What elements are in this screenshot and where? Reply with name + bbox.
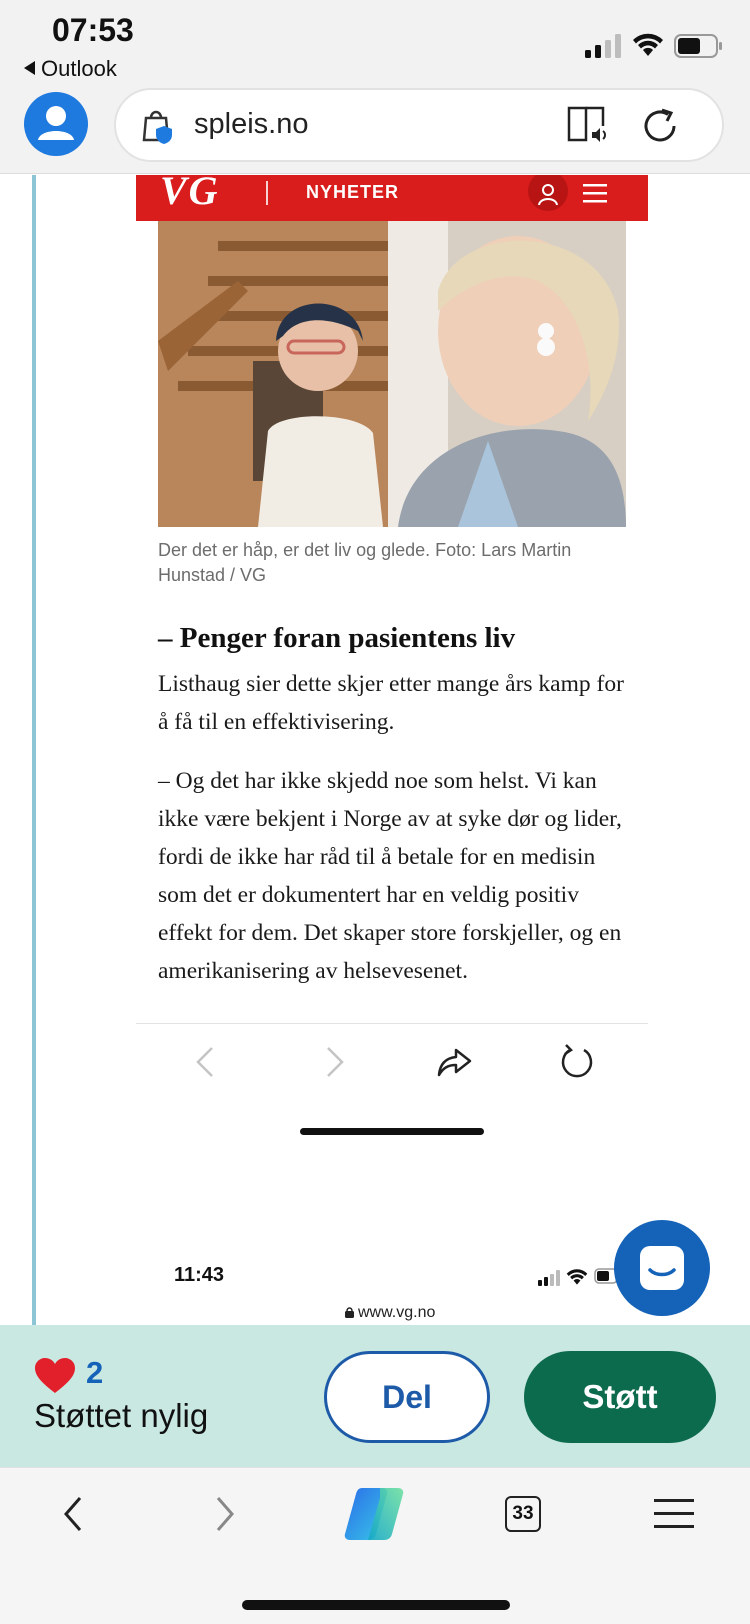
article-paragraph-1: Listhaug sier dette skjer etter mange års kamp for å få til en effektivisering.	[158, 671, 624, 735]
inner-reload-icon	[556, 1042, 596, 1082]
recent-support-text: Støttet nylig	[34, 1397, 209, 1434]
inner-share-icon	[434, 1042, 474, 1082]
back-app-label: Outlook	[41, 56, 117, 81]
article-photo	[158, 221, 626, 527]
lock-icon	[344, 1306, 355, 1319]
inner-wifi-icon	[566, 1268, 588, 1286]
reader-mode-icon[interactable]	[566, 104, 610, 146]
reload-icon[interactable]	[640, 106, 680, 146]
photo-illustration	[158, 221, 626, 527]
menu-icon[interactable]	[582, 181, 608, 205]
vg-header	[136, 175, 648, 221]
back-triangle-icon	[24, 61, 35, 75]
section-label[interactable]: NYHETER	[306, 182, 400, 202]
profile-avatar[interactable]	[24, 92, 88, 156]
battery-icon	[674, 34, 724, 58]
url-field[interactable]	[114, 88, 724, 162]
status-time: 07:53	[52, 12, 134, 48]
url-text: spleis.no	[194, 108, 309, 140]
inner-signal-icon	[538, 1270, 562, 1286]
forward-icon[interactable]	[206, 1494, 242, 1534]
article-subheading: – Penger foran pasientens liv	[158, 622, 516, 654]
chat-icon	[614, 1220, 710, 1316]
quote-rule	[32, 175, 36, 1325]
person-icon	[24, 92, 88, 156]
user-icon	[528, 175, 568, 211]
back-to-app-link[interactable]	[24, 56, 117, 82]
hamburger-menu-icon[interactable]	[654, 1496, 694, 1532]
support-button[interactable]: Støtt	[524, 1351, 716, 1443]
inner-forward-icon	[314, 1042, 354, 1082]
copilot-icon[interactable]	[342, 1484, 406, 1544]
inner-url-text: www.vg.no	[358, 1304, 436, 1321]
secure-bag-icon	[140, 106, 176, 146]
share-button[interactable]: Del	[324, 1351, 490, 1443]
inner-divider	[136, 1023, 648, 1024]
browser-address-bar	[0, 88, 750, 174]
inner-back-icon	[186, 1042, 226, 1082]
cellular-signal-icon	[585, 34, 623, 58]
inner-url-bar	[344, 1304, 435, 1322]
wifi-icon	[632, 32, 664, 58]
heart-count: 2	[86, 1355, 104, 1390]
status-bar	[0, 0, 750, 88]
back-icon[interactable]	[56, 1494, 92, 1534]
tabs-button[interactable]: 33	[505, 1496, 541, 1532]
home-indicator	[242, 1600, 510, 1610]
chat-button[interactable]	[614, 1220, 710, 1316]
vg-logo[interactable]: VG	[160, 175, 220, 213]
inner-status-time: 11:43	[174, 1264, 225, 1286]
heart-icon	[34, 1357, 76, 1395]
header-separator	[266, 181, 268, 205]
article-paragraph-2: – Og det har ikke skjedd noe som helst. Vi kan ikke være bekjent i Norge av at syke dør og lider, fordi de ikke har råd til å betale for en medisin som det er dokumentert har en veldig positiv effekt for dem. Det skaper store forskjeller, og en amerikanisering av helsevesenet.	[158, 768, 622, 984]
browser-toolbar	[0, 1467, 750, 1624]
vg-user-button[interactable]	[528, 175, 568, 211]
inner-home-indicator	[300, 1128, 484, 1135]
support-bar	[0, 1325, 750, 1467]
photo-caption: Der det er håp, er det liv og glede. Foto: Lars Martin Hunstad / VG	[158, 540, 572, 585]
